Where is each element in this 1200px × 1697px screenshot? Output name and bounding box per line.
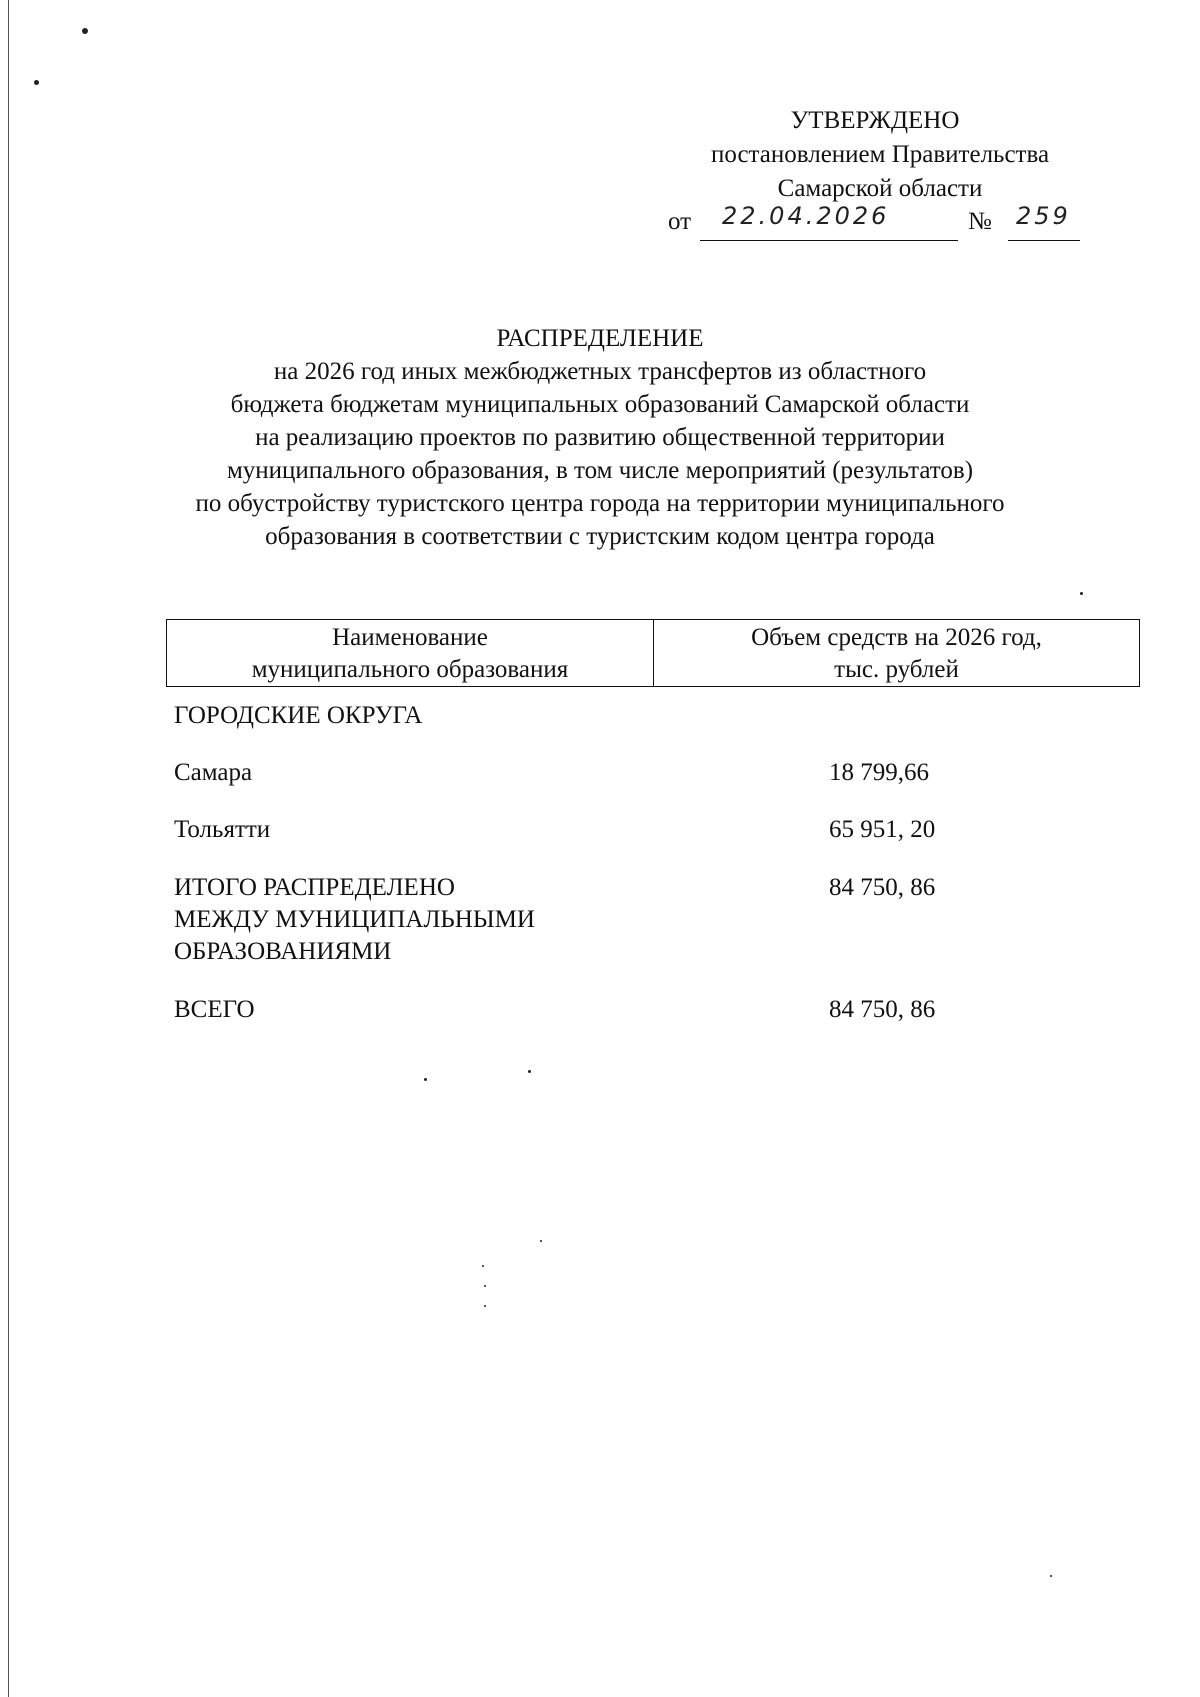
scan-speck bbox=[82, 28, 88, 34]
document-heading bbox=[130, 322, 1070, 553]
header-amount-column bbox=[654, 620, 1139, 686]
scan-speck bbox=[424, 1078, 427, 1081]
header-name-line: Наименование bbox=[332, 624, 488, 651]
approval-block bbox=[640, 104, 1080, 206]
number-sign-label: № bbox=[968, 208, 992, 235]
header-name-line: муниципального образования bbox=[251, 656, 569, 683]
heading-line: бюджета бюджетам муниципальных образований Самарской области bbox=[230, 391, 970, 418]
scan-edge-line bbox=[8, 0, 9, 1697]
grand-total-amount: 84 750, 86 bbox=[829, 996, 936, 1023]
total-distributed-line: ИТОГО РАСПРЕДЕЛЕНО bbox=[174, 874, 455, 901]
header-name-column bbox=[167, 620, 654, 686]
table-header bbox=[166, 619, 1140, 687]
heading-line: на реализацию проектов по развитию общественной территории bbox=[255, 424, 945, 451]
grand-total-label: ВСЕГО bbox=[174, 996, 255, 1023]
scan-speck bbox=[484, 1305, 486, 1307]
scan-speck bbox=[1080, 592, 1083, 595]
total-distributed-line: МЕЖДУ МУНИЦИПАЛЬНЫМИ bbox=[174, 906, 535, 933]
approval-line-1: постановлением Правительства bbox=[710, 141, 1050, 168]
heading-line: муниципального образования, в том числе мероприятий (результатов) bbox=[226, 457, 974, 484]
total-distributed-label bbox=[174, 872, 674, 968]
row-amount: 65 951, 20 bbox=[829, 816, 936, 843]
approval-date: 22.04.2026 bbox=[722, 202, 890, 230]
date-from-label: от bbox=[668, 208, 692, 235]
heading-line: образования в соответствии с туристским кодом центра города bbox=[265, 523, 935, 550]
total-distributed-line: ОБРАЗОВАНИЯМИ bbox=[174, 938, 392, 965]
scan-speck bbox=[1050, 1575, 1052, 1577]
approval-number-field bbox=[1008, 202, 1080, 241]
section-title: ГОРОДСКИЕ ОКРУГА bbox=[174, 702, 423, 729]
row-amount: 18 799,66 bbox=[829, 759, 929, 786]
scan-speck bbox=[34, 80, 39, 85]
approval-line-2: Самарской области bbox=[777, 175, 983, 202]
approval-title: УТВЕРЖДЕНО bbox=[790, 107, 960, 134]
row-name: Тольятти bbox=[174, 816, 271, 843]
heading-line: по обустройству туристского центра города на территории муниципального bbox=[195, 490, 1005, 517]
approval-date-field bbox=[700, 202, 958, 241]
scan-speck bbox=[484, 1285, 486, 1287]
scan-speck bbox=[528, 1070, 531, 1073]
total-distributed-amount: 84 750, 86 bbox=[829, 874, 936, 901]
approval-date-line bbox=[668, 202, 1078, 244]
header-amount-line: Объем средств на 2026 год, bbox=[751, 624, 1042, 651]
row-name: Самара bbox=[174, 759, 253, 786]
heading-title: РАСПРЕДЕЛЕНИЕ bbox=[496, 325, 704, 352]
scan-speck bbox=[540, 1240, 542, 1242]
scan-speck bbox=[482, 1265, 484, 1267]
approval-number: 259 bbox=[1016, 202, 1071, 230]
header-amount-line: тыс. рублей bbox=[834, 656, 959, 683]
heading-line: на 2026 год иных межбюджетных трансфертов из областного bbox=[273, 358, 927, 385]
